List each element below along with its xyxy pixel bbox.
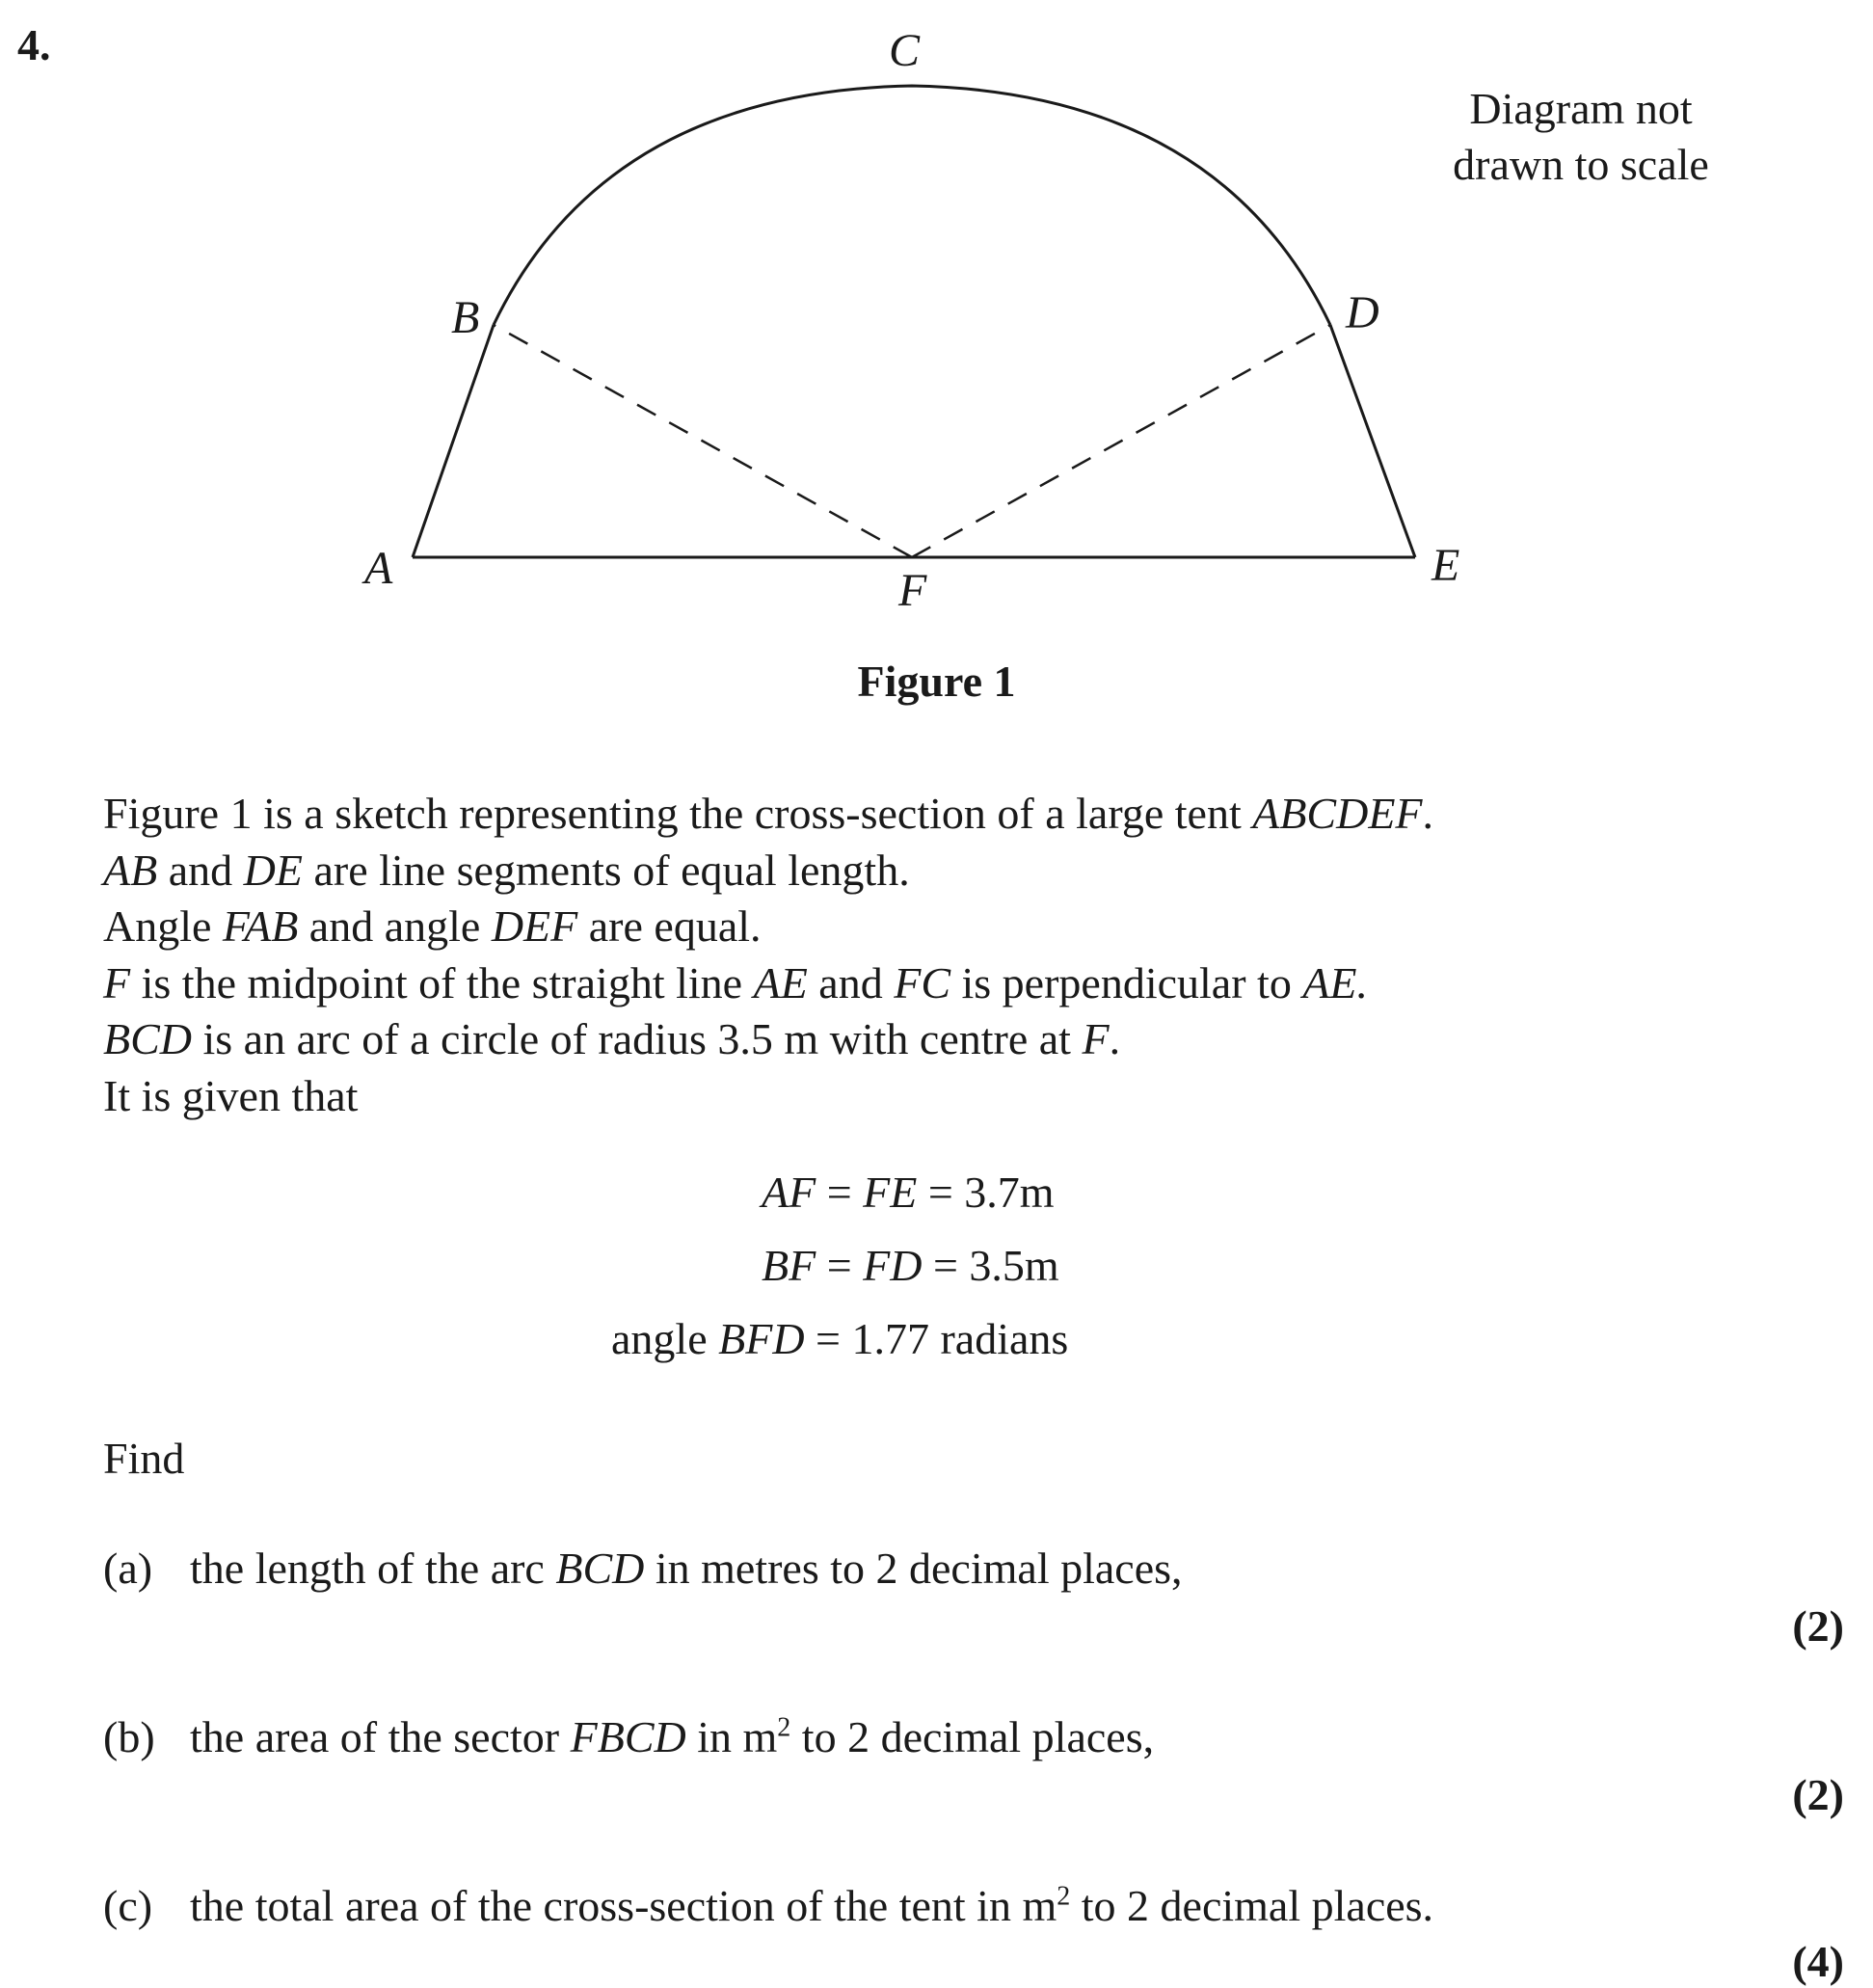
scale-note-line2: drawn to scale [1453, 140, 1709, 189]
line-de [1330, 325, 1415, 557]
part-a: (a) the length of the arc BCD in metres to 2 decimal places, [103, 1544, 1183, 1593]
find-label: Find [103, 1434, 185, 1483]
part-a-tag: (a) [103, 1544, 153, 1593]
point-label-b: B [451, 292, 480, 343]
radius-fd [912, 325, 1330, 557]
part-a-marks: (2) [1792, 1601, 1844, 1651]
problem-description [103, 786, 1800, 1124]
part-c-tag: (c) [103, 1881, 153, 1930]
description-line-2: AB and DE are line segments of equal length. [103, 845, 910, 895]
point-label-c: C [889, 25, 921, 76]
scale-note [1388, 81, 1774, 193]
point-label-e: E [1432, 540, 1460, 591]
part-b-tag: (b) [103, 1712, 155, 1761]
figure-caption: Figure 1 [857, 657, 1016, 706]
description-line-5: BCD is an arc of a circle of radius 3.5 m with centre at F. [103, 1014, 1121, 1063]
given-af-fe: AF = FE = 3.7m [762, 1168, 1055, 1217]
description-line-4: F is the midpoint of the straight line AE and FC is perpendicular to AE. [103, 957, 1369, 1007]
point-label-f: F [898, 565, 927, 616]
point-label-d: D [1346, 287, 1379, 338]
given-bf-fd: BF = FD = 3.5m [762, 1241, 1059, 1290]
point-label-a: A [364, 543, 393, 594]
part-c: (c) the total area of the cross-section of the tent in $m^2$ to 2 decimal places. [103, 1881, 1434, 1930]
part-c-marks: (4) [1792, 1937, 1844, 1986]
radius-fb [494, 325, 912, 557]
part-b-marks: (2) [1792, 1770, 1844, 1819]
description-line-3: Angle FAB and angle DEF are equal. [103, 901, 762, 951]
description-line-1: Figure 1 is a sketch representing the cross-section of a large tent ABCDEF. [103, 789, 1434, 838]
description-line-6: It is given that [103, 1070, 359, 1120]
arc-bcd [494, 86, 1330, 325]
question-number: 4. [17, 20, 51, 69]
line-ab [413, 325, 494, 557]
given-angle-bfd: angle BFD = 1.77 radians [611, 1314, 1069, 1363]
scale-note-line1: Diagram not [1469, 84, 1693, 133]
part-b: (b) the area of the sector FBCD in $m^2$ to 2 decimal places, [103, 1712, 1155, 1761]
